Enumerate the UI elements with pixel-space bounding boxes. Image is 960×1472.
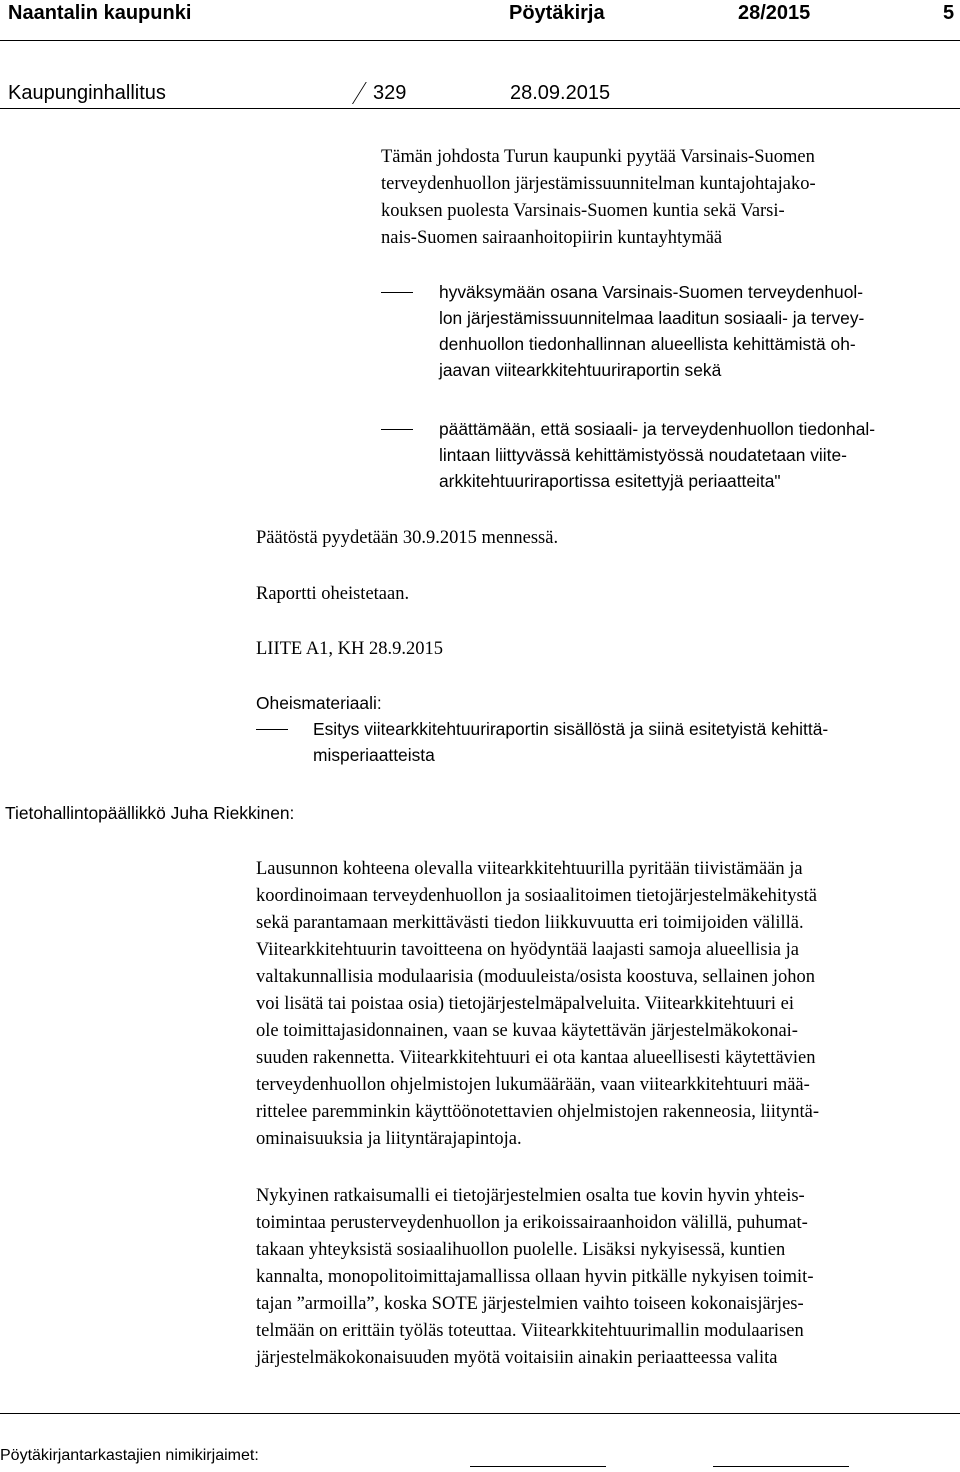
meeting-date: 28.09.2015 [510, 82, 611, 104]
text-line: ominaisuuksia ja liityntärajapintoja. [256, 1129, 522, 1149]
text-line: telmään on erittäin työläs toteuttaa. Viitearkkitehtuurimallin modulaarisen [256, 1321, 804, 1341]
body-paragraph [256, 1183, 813, 1372]
bullet-dash [381, 292, 413, 293]
text-line: kouksen puolesta Varsinais-Suomen kuntia sekä Varsi- [381, 201, 785, 221]
text-line: takaan yhteyksistä sosiaalihuollon puolelle. Lisäksi nykyisessä, kuntien [256, 1240, 786, 1260]
header-doc-number: 28/2015 [738, 2, 811, 24]
header-doc-type: Pöytäkirja [509, 2, 605, 24]
header-page-number: 5 [943, 2, 955, 24]
text-line: rittelee paremminkin käyttöönotettavien ohjelmistojen rakenneosia, liityntä- [256, 1102, 820, 1122]
text-line: hyväksymään osana Varsinais-Suomen terveydenhuol- [439, 282, 864, 302]
text-line: tajan ”armoilla”, koska SOTE järjestelmien vaihto toiseen kokonaisjärjes- [256, 1294, 804, 1314]
text-line: toimintaa perusterveydenhuollon ja erikoissairaanhoidon välillä, puhumat- [256, 1213, 808, 1233]
text-line: sekä parantamaan merkittävästi tiedon liikkuvuutta eri toimijoiden välillä. [256, 913, 804, 933]
section-number: 329 [373, 82, 407, 104]
text-line: nais-Suomen sairaanhoitopiirin kuntayhtymää [381, 228, 723, 248]
text-line: päättämään, että sosiaali- ja terveydenhuollon tiedonhal- [439, 419, 876, 439]
report-attached-text: Raportti oheistetaan. [256, 584, 410, 604]
footer-rule [0, 1413, 960, 1414]
text-line: voi lisätä tai poistaa osia) tietojärjestelmäpalveluita. Viitearkkitehtuuri ei [256, 994, 794, 1014]
supplementary-label: Oheismateriaali: [256, 693, 382, 713]
text-line: terveydenhuollon järjestämissuunnitelman kuntajohtajako- [381, 174, 816, 194]
text-line: lintaan liittyvässä kehittämistyössä noudatetaan viite- [439, 445, 847, 465]
text-line: Nykyinen ratkaisumalli ei tietojärjestelmien osalta tue kovin hyvin yhteis- [256, 1186, 805, 1206]
bullet-item [439, 416, 875, 494]
text-line: suuden rakennetta. Viitearkkitehtuuri ei ota kantaa alueellisesti käytettävien [256, 1048, 816, 1068]
body-paragraph [256, 856, 819, 1153]
supplementary-item [313, 716, 828, 768]
text-line: Esitys viitearkkitehtuuriraportin sisällöstä ja siinä esitetyistä kehittä- [313, 719, 829, 739]
text-line: ole toimittajasidonnainen, vaan se kuvaa käytettävän järjestelmäkokonai- [256, 1021, 798, 1041]
bullet-item [439, 279, 864, 383]
signature-line [470, 1466, 606, 1467]
attachment-reference: LIITE A1, KH 28.9.2015 [256, 639, 444, 659]
text-line: denhuollon tiedonhallinnan alueellista kehittämistä oh- [439, 334, 856, 354]
signature-line [713, 1466, 849, 1467]
text-line: Tämän johdosta Turun kaupunki pyytää Varsinais-Suomen [381, 147, 815, 167]
subheader-rule [0, 108, 960, 109]
header-rule [0, 40, 960, 41]
header-org: Naantalin kaupunki [8, 2, 192, 24]
intro-paragraph [381, 144, 816, 252]
text-line: arkkitehtuuriraportissa esitettyjä periaatteita" [439, 471, 781, 491]
text-line: valtakunnallisia modulaarisia (moduuleista/osista koostuva, sellainen johon [256, 967, 816, 987]
text-line: jaavan viitearkkitehtuuriraportin sekä [439, 360, 722, 380]
bullet-dash [381, 429, 413, 430]
text-line: misperiaatteista [313, 745, 435, 765]
deadline-text: Päätöstä pyydetään 30.9.2015 mennessä. [256, 528, 559, 548]
signature-label: Pöytäkirjantarkastajien nimikirjaimet: [0, 1447, 259, 1464]
text-line: lon järjestämissuunnitelmaa laaditun sosiaali- ja tervey- [439, 308, 865, 328]
text-line: koordinoimaan terveydenhuollon ja sosiaalitoimen tietojärjestelmäkehitystä [256, 886, 818, 906]
text-line: Viitearkkitehtuurin tavoitteena on hyödyntää laajasti samoja alueellisia ja [256, 940, 799, 960]
bullet-dash [256, 729, 288, 730]
text-line: järjestelmäkokonaisuuden myötä voitaisiin ainakin periaatteessa valita [256, 1348, 778, 1368]
meeting-body: Kaupunginhallitus [8, 82, 166, 104]
text-line: Lausunnon kohteena olevalla viitearkkitehtuurilla pyritään tiivistämään ja [256, 859, 803, 879]
speaker-label: Tietohallintopäällikkö Juha Riekkinen: [5, 803, 295, 823]
text-line: terveydenhuollon ohjelmistojen lukumäärään, vaan viitearkkitehtuuri mää- [256, 1075, 810, 1095]
text-line: kannalta, monopolitoimittajamallissa ollaan hyvin pitkälle nykyisen toimit- [256, 1267, 814, 1287]
